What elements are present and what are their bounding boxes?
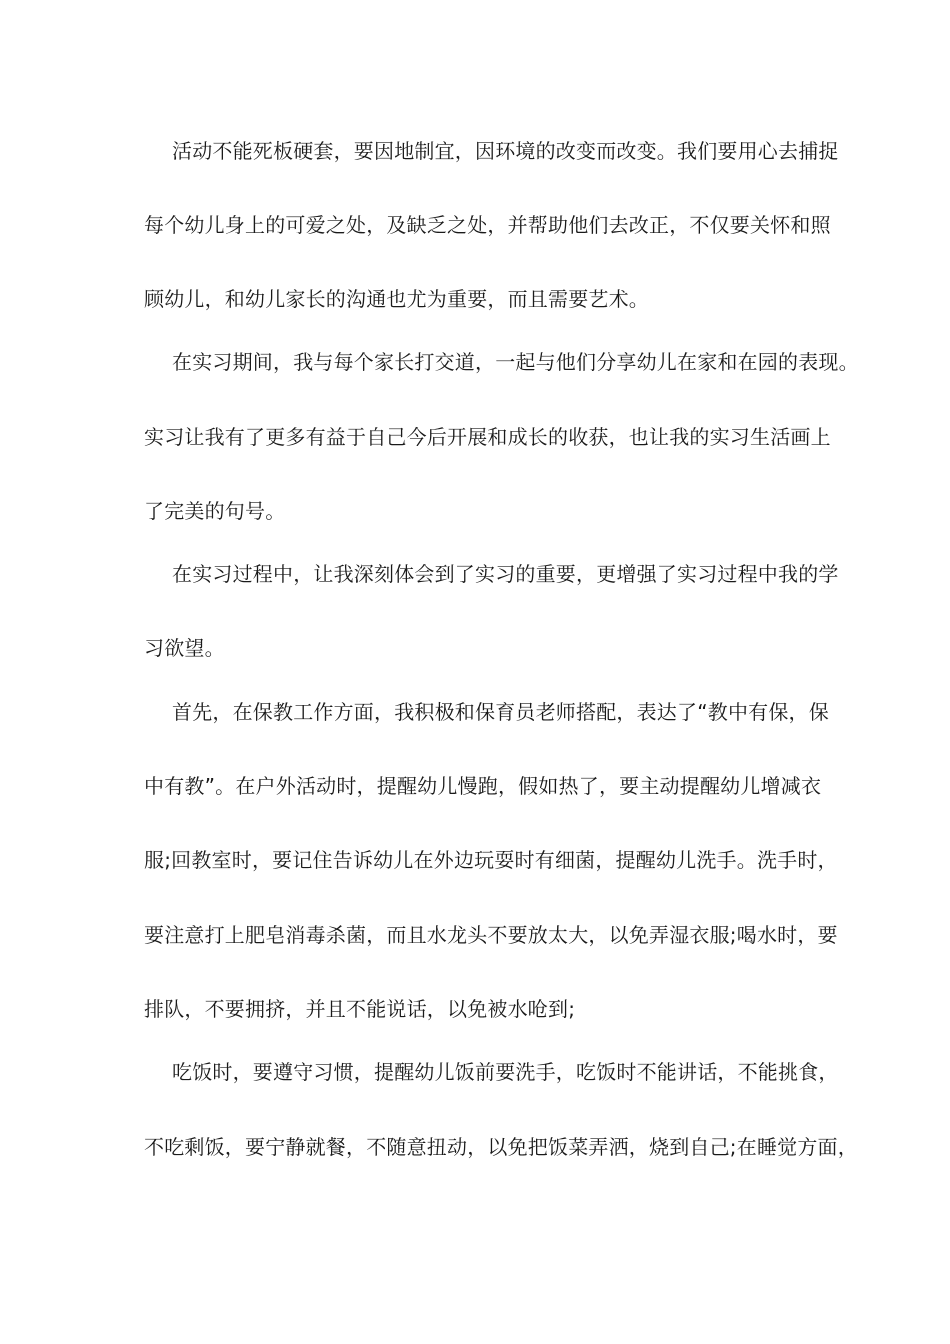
paragraph-4-line-1: 首先，在保教工作方面，我积极和保育员老师搭配，表达了“教中有保，保 <box>172 700 829 724</box>
paragraph-4-line-2: 中有教”。在户外活动时，提醒幼儿慢跑，假如热了，要主动提醒幼儿增减衣 <box>144 774 822 798</box>
paragraph-1-line-3: 顾幼儿，和幼儿家长的沟通也尤为重要，而且需要艺术。 <box>144 287 649 311</box>
paragraph-3-line-1: 在实习过程中，让我深刻体会到了实习的重要，更增强了实习过程中我的学 <box>172 562 839 586</box>
paragraph-5-line-1: 吃饭时，要遵守习惯，提醒幼儿饭前要洗手，吃饭时不能讲话，不能挑食， <box>172 1060 839 1084</box>
paragraph-2-line-2: 实习让我有了更多有益于自己今后开展和成长的收获，也让我的实习生活画上 <box>144 425 831 449</box>
paragraph-3-line-2: 习欲望。 <box>144 636 225 660</box>
paragraph-2-line-3: 了完美的句号。 <box>144 499 286 523</box>
paragraph-4-line-4: 要注意打上肥皂消毒杀菌，而且水龙头不要放太大，以免弄湿衣服;喝水时，要 <box>144 923 838 947</box>
paragraph-1-line-1: 活动不能死板硬套，要因地制宜，因环境的改变而改变。我们要用心去捕捉 <box>172 139 839 163</box>
paragraph-4-line-3: 服;回教室时，要记住告诉幼儿在外边玩耍时有细菌，提醒幼儿洗手。洗手时， <box>144 848 838 872</box>
paragraph-2-line-1: 在实习期间，我与每个家长打交道，一起与他们分享幼儿在家和在园的表现。 <box>172 350 859 374</box>
paragraph-5-line-2: 不吃剩饭，要宁静就餐，不随意扭动，以免把饭菜弄洒，烧到自己;在睡觉方面， <box>144 1135 858 1159</box>
paragraph-4-line-5: 排队，不要拥挤，并且不能说话，以免被水呛到; <box>144 997 576 1021</box>
paragraph-1-line-2: 每个幼儿身上的可爱之处，及缺乏之处，并帮助他们去改正，不仅要关怀和照 <box>144 213 831 237</box>
